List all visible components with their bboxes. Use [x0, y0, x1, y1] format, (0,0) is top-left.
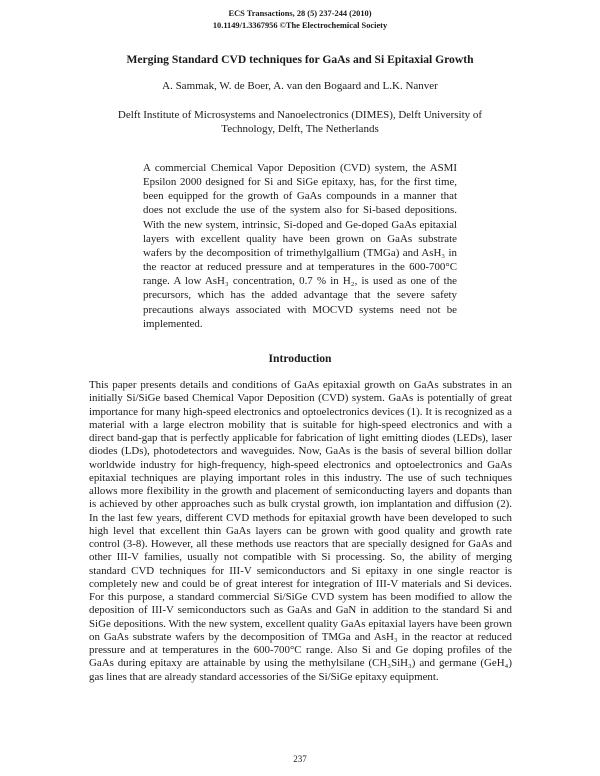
author-list: A. Sammak, W. de Boer, A. van den Bogaard and L.K. Nanver [162, 80, 438, 92]
journal-citation: ECS Transactions, 28 (5) 237-244 (2010) [228, 9, 372, 18]
journal-header [0, 8, 600, 32]
abstract: A commercial Chemical Vapor Deposition (CVD) system, the ASMI Epsilon 2000 designed for Si and SiGe epitaxy, has, for the first time, been equipped for the growth of GaAs compounds in a manner that does not exclude the use of the system also for Si-based depositions. With the new system, intrinsic, Si-doped and Ge-doped GaAs epitaxial layers with excellent quality have been grown on GaAs substrate wafers by the decomposition of trimethylgallium (TMGa) and AsH₃ in the reactor at reduced pressure and at temperatures in the 600-700°C range. A low AsH₃ concentration, 0.7 % in H₂, is used as one of the precursors, which has the added advantage that the severe safety precautions always associated with MOCVD systems need not be implemented. [143, 162, 457, 330]
section-heading-introduction: Introduction [268, 352, 332, 365]
doi-copyright: 10.1149/1.3367956 ©The Electrochemical Society [212, 21, 388, 30]
affiliation-line: Delft Institute of Microsystems and Nanoelectronics (DIMES), Delft University of [117, 109, 483, 121]
affiliation [96, 108, 504, 136]
affiliation-line: Technology, Delft, The Netherlands [221, 123, 379, 136]
page-number: 237 [293, 754, 307, 764]
introduction-paragraph: This paper presents details and conditions of GaAs epitaxial growth on GaAs substrates in an initially Si/SiGe based Chemical Vapor Deposition (CVD) system. GaAs is potentially of great importance for many high-speed electronics and optoelectronics devices (1). It is recognized as a material with a large electron mobility that is suitable for high-speed electronics and with a direct band-gap that is perfectly applicable for fabrication of light emitting diodes (LEDs), laser diodes (LDs), photodetectors and waveguides. Now, GaAs is the basis of several billion dollar worldwide industry for high-frequency, high-speed electronics and optoelectronics and GaAs epitaxial techniques are playing important roles in this industry. The use of such techniques allows more flexibility in the growth and placement of semiconducting layers and dopants than is achieved by other approaches such as bulk crystal growth, ion implantation and diffusion (2). In the last few years, different CVD methods for epitaxial growth have been developed to such high level that excellent thin GaAs layers can be grown with good quality and growth rate control (3-8). However, all these methods use reactors that are specially designed for GaAs and other III-V families, usually not compatible with Si processing. So, the ability of merging standard CVD techniques for III-V semiconductors and Si epitaxy in one single reactor is completely new and could be of great interest for integration of III-V materials and Si devices. For this purpose, a standard commercial Si/SiGe CVD system has been modified to allow the deposition of III-V semiconductors such as GaAs and GaN in addition to the standard Si and SiGe depositions. With the new system, excellent quality GaAs epitaxial layers have been grown on GaAs substrate wafers by the decomposition of TMGa and AsH₃ in the reactor at reduced pressure and at temperatures in the 600-700°C range. Also Si and Ge doping profiles of the GaAs during epitaxy are attainable by using the methylsilane (CH₃SiH₃) and germane (GeH₄) gas lines that are already standard accessories of the Si/SiGe epitaxy equipment. [89, 379, 512, 683]
paper-title: Merging Standard CVD techniques for GaAs and Si Epitaxial Growth [126, 53, 474, 66]
